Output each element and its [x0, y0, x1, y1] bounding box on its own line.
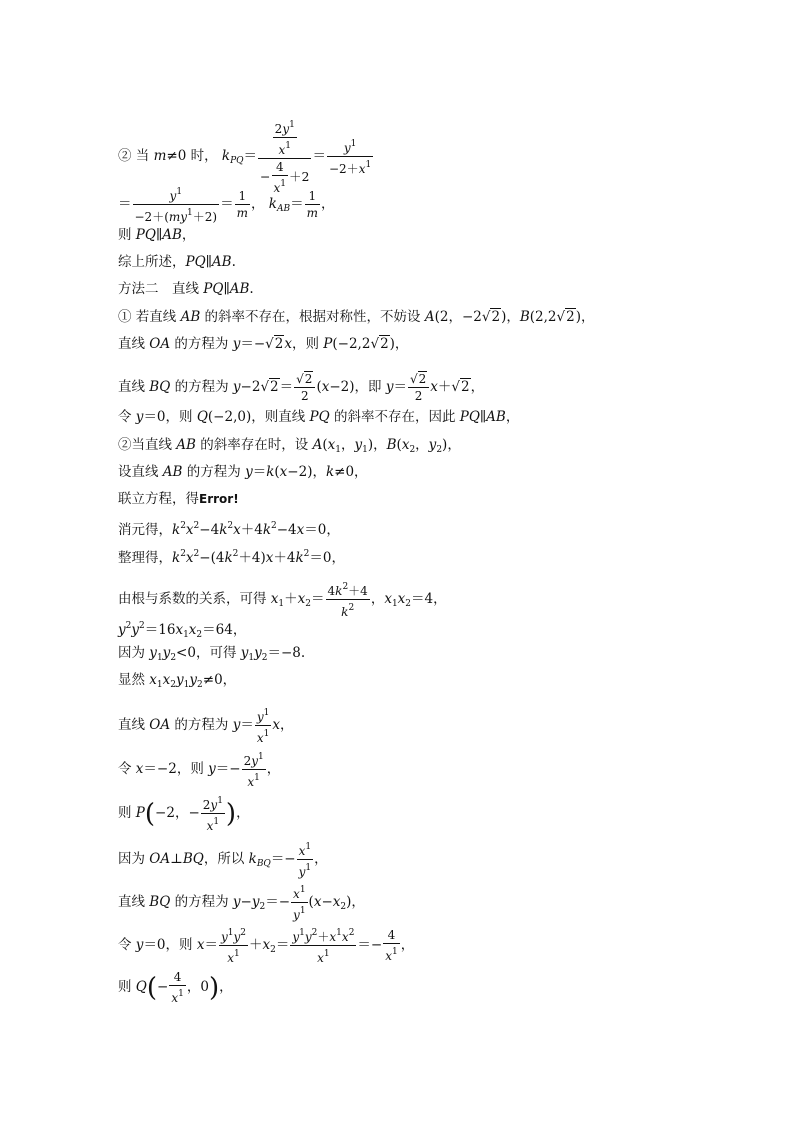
line-21: 则 P(−2，− $\frac{2y^1}{x^1}$ )，: [118, 796, 250, 833]
line-7: 直线 OA 的方程为 y＝−√2x，则 P(−2,2√2)，: [118, 336, 409, 352]
line-11: 设直线 AB 的方程为 y＝k(x−2)，k≠0，: [118, 464, 368, 480]
line-5: 方法二 直线 PQ∥AB.: [118, 281, 254, 297]
error-placeholder: Error!: [199, 492, 239, 506]
neq-zero-text: ≠0 时，: [166, 148, 218, 164]
circled-2-label: ② 当: [118, 148, 154, 164]
line-16: $y^2y^2=16x_1x_2=64$，: [118, 621, 247, 640]
line-19: 直线 OA 的方程为 y＝ $\frac{y^1}{x^1}$ x，: [118, 708, 294, 745]
line-23: 直线 BQ 的方程为 $y-y_2=-$ $\frac{x^1}{y^1}$ $(x-x_2)$，: [118, 885, 365, 922]
line-4: 综上所述，PQ∥AB.: [118, 254, 236, 270]
fraction-y1-over-denominator: $\frac{y^1}{-2+(my^1+2)}$: [134, 187, 218, 224]
line-14: 整理得，$k^2x^2-(4k^2+4)x+4k^2=0$，: [118, 549, 345, 566]
line-24: 令 y＝0，则 x＝ $\frac{y^1y^2}{x^1}$ $+x_2=$ $\frac{y^1y^2+x^1x^2}{x^1}$ ＝− $\frac{4}{x^1}$ ，: [118, 928, 415, 965]
line-9: 令 y＝0，则 Q(−2,0)，则直线 PQ 的斜率不存在，因此 PQ∥AB，: [118, 409, 520, 425]
m-var: m: [153, 148, 167, 164]
vieta-sum-fraction: $\frac{4k^2+4}{k^2}$: [327, 582, 368, 619]
line-1: ② 当 m≠0 时， $k_{PQ}=$ $\frac{2y^1}{x^1}$ − $\frac{4}{x^1}$ ＋2 ＝ $\frac{y^1}{-2+x^1}$: [118, 120, 372, 195]
line-22: 因为 OA⊥BQ，所以 $k_{BQ}=-$ $\frac{x^1}{y^1}$ ，: [118, 842, 328, 879]
line-10: ②当直线 AB 的斜率存在时，设 $A(x_1$，$y_1$)，$B(x_2$，$y_2$)，: [118, 437, 461, 455]
line-2: ＝ $\frac{y^1}{-2+(my^1+2)}$ ＝ $\frac{1}{m}$ ， $k_{AB}=$ $\frac{1}{m}$ ，: [118, 187, 335, 224]
line-12: [118, 490, 239, 508]
kpq-complex-fraction: $\frac{2y^1}{x^1}$ − $\frac{4}{x^1}$ ＋2: [260, 120, 310, 195]
line-20: 令 x＝−2，则 y＝− $\frac{2y^1}{x^1}$ ，: [118, 752, 281, 789]
kpq-simplified-fraction: $\frac{y^1}{-2+x^1}$: [328, 139, 372, 176]
line-18: 显然 $x_1x_2y_1y_2\ne 0$，: [118, 672, 237, 690]
line-25: 则 Q(− $\frac{4}{x^1}$ ，0)，: [118, 970, 233, 1005]
line-15: 由根与系数的关系，可得 $x_1+x_2=$ $\frac{4k^2+4}{k^2}$ ，$x_1x_2=4$，: [118, 582, 447, 619]
line-6: ① 若直线 AB 的斜率不存在，根据对称性，不妨设 A(2，−2√2)，B(2,2√2)，: [118, 309, 595, 325]
line-13: 消元得，$k^2x^2-4k^2x+4k^2-4x=0$，: [118, 521, 340, 538]
line-8: 直线 BQ 的方程为 y−2√2＝ $\frac{√2}{2}$ (x−2)，即 y＝ $\frac{√2}{2}$ x＋√2，: [118, 372, 485, 403]
joint-equation-text: 联立方程，得: [118, 491, 199, 507]
line-3: 则 PQ∥AB，: [118, 227, 196, 243]
line-17: 因为 $y_1y_2<0$，可得 $y_1y_2=-8$.: [118, 645, 306, 663]
